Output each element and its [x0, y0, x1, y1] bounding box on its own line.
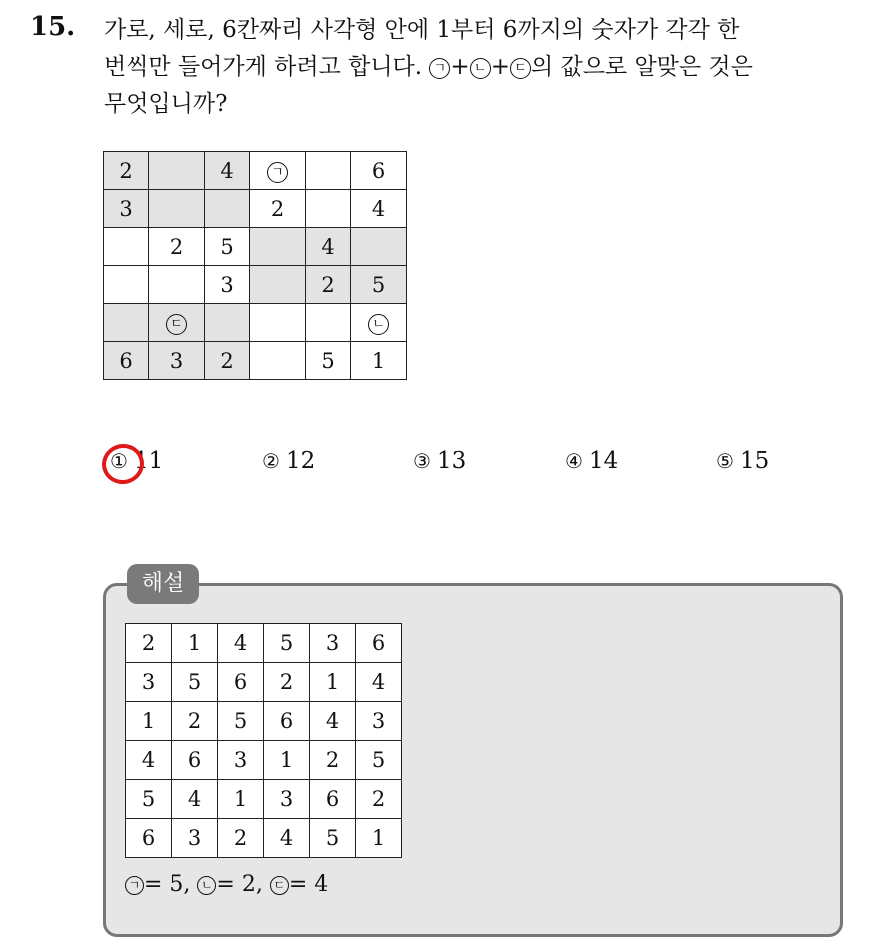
choice-value: 14 [588, 448, 619, 474]
puzzle-cell: 6 [351, 152, 407, 190]
circle-nieun-symbol: ㄴ [197, 876, 216, 895]
puzzle-row [104, 190, 407, 228]
puzzle-row [104, 152, 407, 190]
puzzle-cell [205, 190, 250, 228]
solution-cell: 6 [310, 780, 356, 819]
circle-symbol-marker: ㄱ [267, 162, 288, 183]
puzzle-cell: 5 [351, 266, 407, 304]
solution-cell: 6 [218, 663, 264, 702]
puzzle-row [104, 266, 407, 304]
choice-number: ③ [413, 449, 431, 473]
solution-cell: 1 [310, 663, 356, 702]
question-text [104, 12, 874, 123]
choice-5[interactable] [716, 448, 769, 474]
question-line-2 [104, 49, 874, 86]
solution-cell: 4 [264, 819, 310, 858]
puzzle-cell [351, 228, 407, 266]
circle-giyeok-symbol: ㄱ [429, 58, 450, 79]
solution-cell: 6 [126, 819, 172, 858]
solution-tag: 해설 [127, 564, 199, 604]
choice-number: ① [110, 449, 128, 473]
solution-cell: 2 [172, 702, 218, 741]
solution-row [126, 702, 402, 741]
solution-row [126, 663, 402, 702]
circle-symbol-marker: ㄴ [368, 314, 389, 335]
solution-cell: 5 [172, 663, 218, 702]
puzzle-cell: 6 [104, 342, 149, 380]
puzzle-cell [250, 228, 306, 266]
solution-cell: 3 [218, 741, 264, 780]
choice-value: 15 [739, 448, 770, 474]
circle-nieun-symbol: ㄴ [470, 58, 491, 79]
puzzle-cell: 2 [104, 152, 149, 190]
answer-nieun-value: = 2, [216, 872, 263, 897]
solution-cell: 3 [264, 780, 310, 819]
puzzle-cell [306, 152, 351, 190]
puzzle-cell [104, 304, 149, 342]
choice-2[interactable] [262, 448, 315, 474]
solution-cell: 5 [356, 741, 402, 780]
puzzle-cell [149, 266, 205, 304]
solution-cell: 6 [264, 702, 310, 741]
puzzle-cell: 4 [351, 190, 407, 228]
puzzle-cell [250, 152, 306, 190]
puzzle-cell [149, 190, 205, 228]
puzzle-cell: 3 [205, 266, 250, 304]
puzzle-cell: 1 [351, 342, 407, 380]
answer-giyeok-value: = 5, [144, 872, 191, 897]
choice-number: ⑤ [716, 449, 734, 473]
solution-cell: 1 [218, 780, 264, 819]
answer-digeut-value: = 4 [288, 872, 329, 897]
choice-number: ④ [565, 449, 583, 473]
puzzle-cell [250, 342, 306, 380]
puzzle-cell [306, 190, 351, 228]
solution-cell: 5 [126, 780, 172, 819]
solution-cell: 4 [356, 663, 402, 702]
circle-digeut-symbol: ㄷ [270, 876, 289, 895]
solution-cell: 3 [310, 624, 356, 663]
solution-grid [125, 623, 402, 858]
question-line-4: 무엇입니까? [104, 91, 228, 117]
solution-cell: 1 [172, 624, 218, 663]
solution-cell: 2 [356, 780, 402, 819]
solution-cell: 5 [218, 702, 264, 741]
puzzle-cell: 2 [149, 228, 205, 266]
puzzle-row [104, 228, 407, 266]
solution-cell: 3 [172, 819, 218, 858]
solution-row [126, 819, 402, 858]
puzzle-row [104, 304, 407, 342]
solution-cell: 4 [218, 624, 264, 663]
question-line-2-text: 번씩만 들어가게 하려고 합니다. [104, 54, 423, 80]
puzzle-cell [205, 304, 250, 342]
choice-4[interactable] [565, 448, 618, 474]
puzzle-cell: 2 [205, 342, 250, 380]
solution-cell: 2 [126, 624, 172, 663]
puzzle-cell: 2 [250, 190, 306, 228]
question-line-3-text: 의 값으로 알맞은 것은 [530, 54, 753, 80]
question-line-1: 가로, 세로, 6칸짜리 사각형 안에 1부터 6까지의 숫자가 각각 한 [104, 17, 740, 43]
solution-row [126, 741, 402, 780]
puzzle-cell [149, 152, 205, 190]
circle-digeut-symbol: ㄷ [510, 58, 531, 79]
choice-number: ② [262, 449, 280, 473]
puzzle-cell [351, 304, 407, 342]
solution-cell: 3 [126, 663, 172, 702]
puzzle-cell [306, 304, 351, 342]
solution-cell: 6 [172, 741, 218, 780]
choice-value: 13 [436, 448, 467, 474]
solution-cell: 4 [172, 780, 218, 819]
puzzle-row [104, 342, 407, 380]
plus-sign: + [490, 54, 510, 80]
solution-cell: 5 [310, 819, 356, 858]
solution-row [126, 780, 402, 819]
puzzle-cell: 4 [306, 228, 351, 266]
solution-cell: 2 [264, 663, 310, 702]
solution-cell: 5 [264, 624, 310, 663]
puzzle-cell: 5 [306, 342, 351, 380]
puzzle-cell: 4 [205, 152, 250, 190]
solution-cell: 3 [356, 702, 402, 741]
solution-cell: 2 [310, 741, 356, 780]
puzzle-cell [104, 266, 149, 304]
solution-row [126, 624, 402, 663]
puzzle-cell: 2 [306, 266, 351, 304]
solution-cell: 6 [356, 624, 402, 663]
choice-value: 11 [133, 448, 164, 474]
choice-value: 12 [285, 448, 316, 474]
question-number: 15. [30, 12, 76, 42]
circle-symbol-marker: ㄷ [166, 314, 187, 335]
circle-giyeok-symbol: ㄱ [125, 876, 144, 895]
solution-answers [125, 872, 328, 897]
solution-cell: 1 [126, 702, 172, 741]
puzzle-cell [250, 304, 306, 342]
plus-sign: + [450, 54, 470, 80]
puzzle-cell: 5 [205, 228, 250, 266]
solution-cell: 1 [356, 819, 402, 858]
solution-cell: 2 [218, 819, 264, 858]
solution-cell: 1 [264, 741, 310, 780]
puzzle-cell [149, 304, 205, 342]
puzzle-grid [103, 151, 407, 380]
choice-3[interactable] [413, 448, 466, 474]
puzzle-cell: 3 [149, 342, 205, 380]
solution-cell: 4 [310, 702, 356, 741]
puzzle-cell [104, 228, 149, 266]
solution-cell: 4 [126, 741, 172, 780]
puzzle-cell [250, 266, 306, 304]
puzzle-cell: 3 [104, 190, 149, 228]
